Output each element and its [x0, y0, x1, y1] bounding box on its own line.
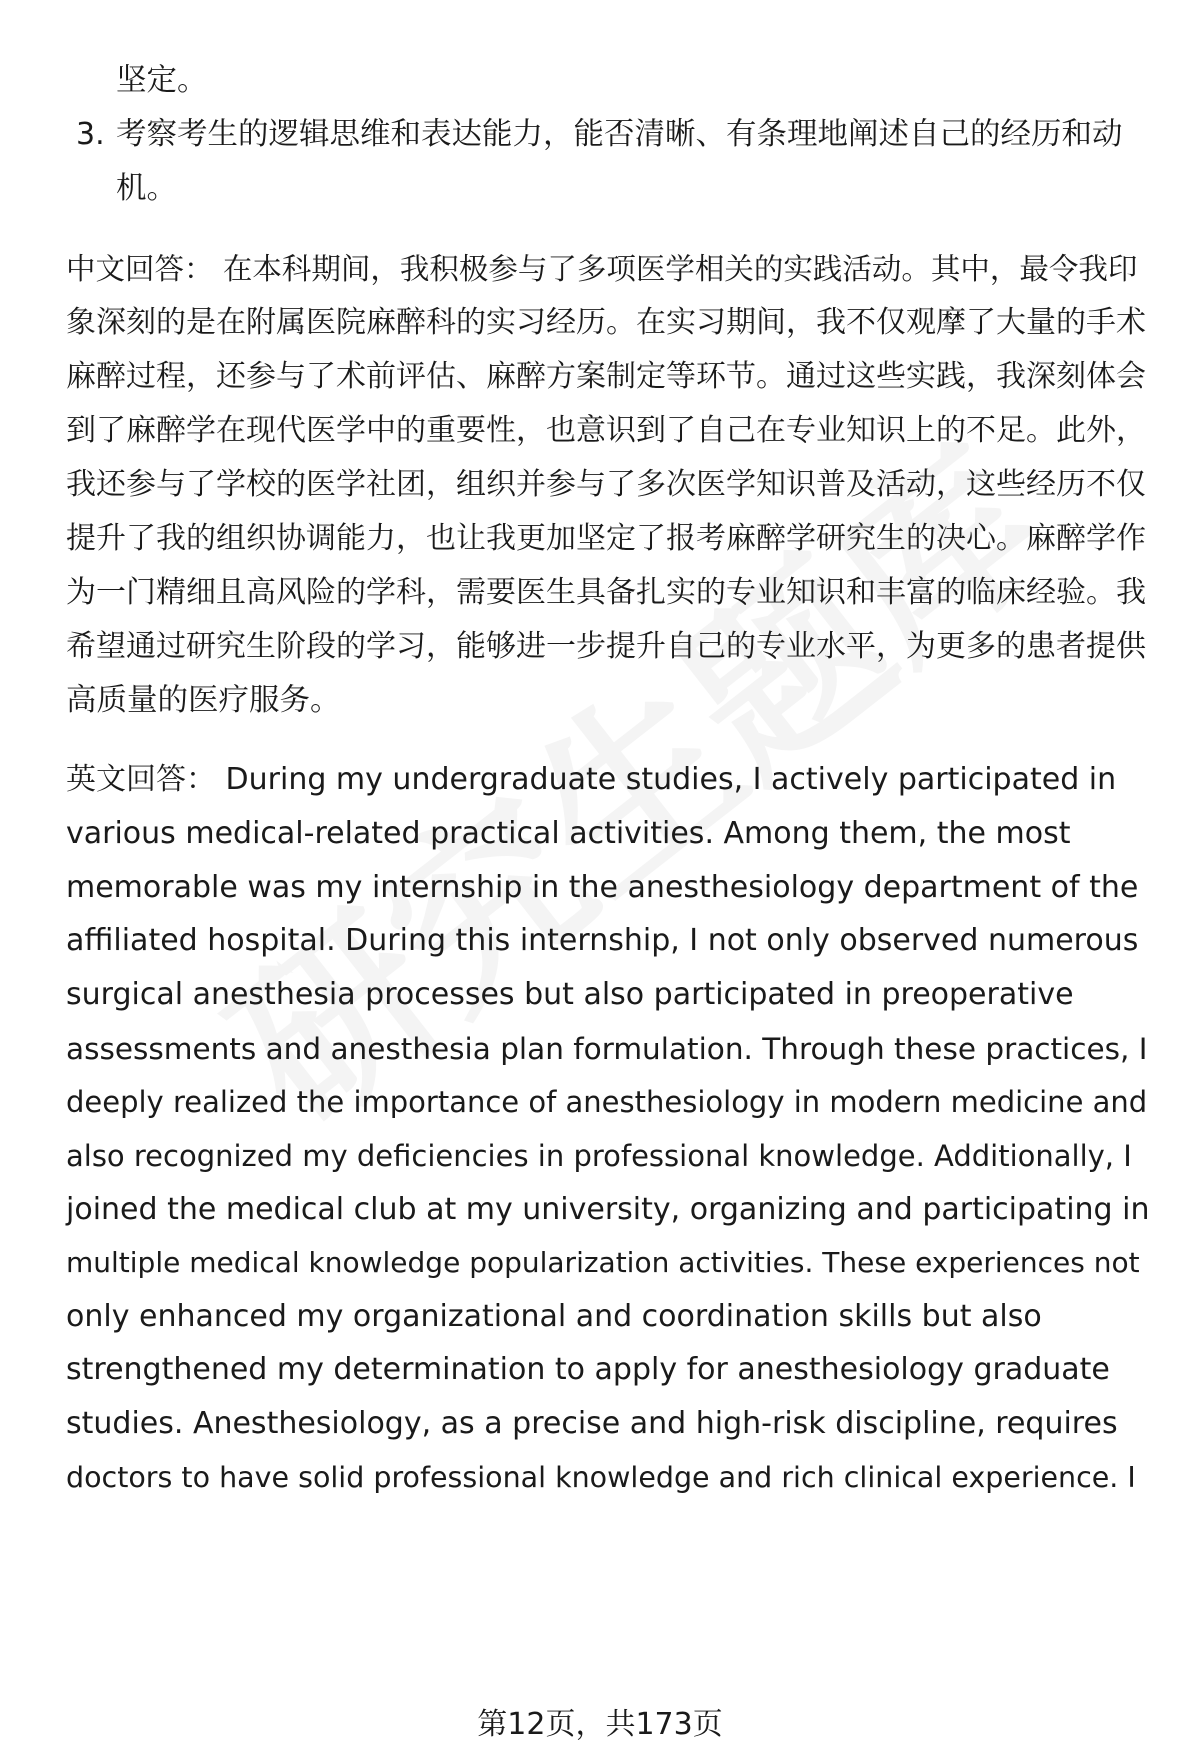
- chinese-answer-line: 象深刻的是在附属医院麻醉科的实习经历。在实习期间，我不仅观摩了大量的手术: [66, 305, 1146, 340]
- english-answer-line: only enhanced my organizational and coordination skills but also: [66, 1299, 1042, 1334]
- list-item-3-line-1: 考察考生的逻辑思维和表达能力，能否清晰、有条理地阐述自己的经历和动: [116, 117, 1123, 152]
- list-item-3-number: 3.: [76, 117, 105, 152]
- english-answer-line: strengthened my determination to apply for anesthesiology graduate: [66, 1352, 1110, 1387]
- english-answer-line: joined the medical club at my university, organizing and participating in: [66, 1192, 1150, 1227]
- page-number: 第12页，共173页: [477, 1707, 723, 1742]
- chinese-answer-line: 麻醉过程，还参与了术前评估、麻醉方案制定等环节。通过这些实践，我深刻体会: [66, 359, 1146, 394]
- english-answer-line: studies. Anesthesiology, as a precise and high-risk discipline, requires: [66, 1406, 1118, 1441]
- english-answer-line: assessments and anesthesia plan formulation. Through these practices, I: [66, 1032, 1148, 1066]
- english-answer-line: surgical anesthesia processes but also participated in preoperative: [66, 977, 1074, 1012]
- english-answer-line: multiple medical knowledge popularization activities. These experiences not: [66, 1246, 1140, 1279]
- chinese-answer-line: 为一门精细且高风险的学科，需要医生具备扎实的专业知识和丰富的临床经验。我: [66, 575, 1146, 610]
- chinese-answer-line: 希望通过研究生阶段的学习，能够进一步提升自己的专业水平，为更多的患者提供: [66, 629, 1146, 664]
- english-answer-line: deeply realized the importance of anesthesiology in modern medicine and: [66, 1085, 1148, 1119]
- english-answer-line: memorable was my internship in the anesthesiology department of the: [66, 870, 1139, 905]
- chinese-answer-line: 到了麻醉学在现代医学中的重要性，也意识到了自己在专业知识上的不足。此外，: [66, 413, 1146, 448]
- english-answer-line: various medical-related practical activities. Among them, the most: [66, 816, 1071, 851]
- english-answer-line: also recognized my deficiencies in professional knowledge. Additionally, I: [66, 1139, 1132, 1173]
- english-answer-line: doctors to have solid professional knowledge and rich clinical experience. I: [66, 1461, 1136, 1494]
- chinese-answer-line: 高质量的医疗服务。: [66, 683, 341, 718]
- chinese-answer-line: 我还参与了学校的医学社团，组织并参与了多次医学知识普及活动，这些经历不仅: [66, 467, 1146, 502]
- english-answer-line: 英文回答： During my undergraduate studies, I actively participated in: [66, 762, 1117, 797]
- chinese-answer-line: 提升了我的组织协调能力，也让我更加坚定了报考麻醉学研究生的决心。麻醉学作: [66, 521, 1146, 556]
- chinese-answer-line: 中文回答： 在本科期间，我积极参与了多项医学相关的实践活动。其中，最令我印: [66, 252, 1138, 286]
- list-item-2-tail: 坚定。: [116, 63, 208, 98]
- english-answer-line: affiliated hospital. During this internship, I not only observed numerous: [66, 923, 1139, 958]
- list-item-3-line-2: 机。: [116, 171, 177, 206]
